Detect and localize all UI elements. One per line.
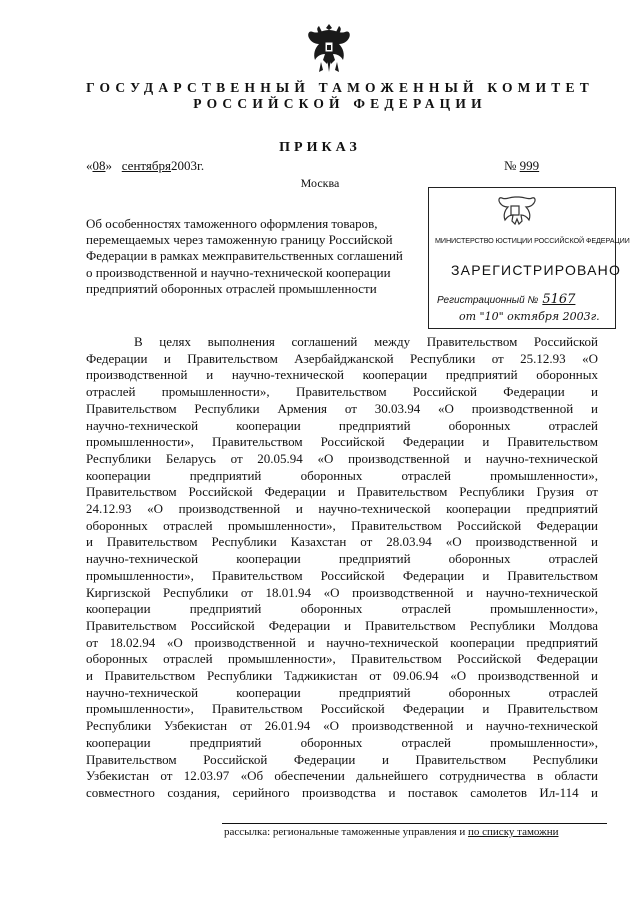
body-line: производственной и научно-технической кооперации предприятий оборонных (86, 367, 598, 383)
body-line: Правительством Российской Федерации и Правительством Республики (86, 751, 598, 767)
stamp-reg-number (437, 292, 575, 307)
body-line: кооперации предприятий оборонных отраслей промышленности», (86, 601, 598, 617)
stamp-reg-number-value: 5167 (542, 292, 576, 307)
body-line: промышленности», Правительством Российской Федерации и Правительством (86, 434, 598, 450)
organization-name-line-1: ГОСУДАРСТВЕННЫЙ ТАМОЖЕННЫЙ КОМИТЕТ (86, 80, 594, 95)
document-type-title: ПРИКАЗ (279, 140, 361, 155)
body-line: от 18.02.94 «О производственной и научно-технической кооперации предприятий (86, 634, 598, 650)
body-line: научно-технической кооперации предприятий оборонных отраслей (86, 684, 598, 700)
subject-line: Об особенностях таможенного оформления товаров, (86, 216, 378, 231)
footer-divider (222, 823, 607, 824)
body-line: отраслей промышленности», Правительством Российской Федерации и (86, 384, 598, 400)
stamp-emblem-icon (493, 194, 537, 230)
number-label: № (504, 158, 517, 173)
stamp-reg-date: от "10" октября 2003г. (459, 310, 600, 323)
body-line: промышленности», Правительством Российской Федерации и Правительством (86, 567, 598, 583)
body-line: Правительством Российской Федерации и Правительством Республики Грузия от (86, 484, 598, 500)
distribution-link[interactable]: по списку таможни (468, 826, 559, 838)
order-date (86, 158, 204, 174)
body-line: кооперации предприятий оборонных отраслей промышленности», (86, 734, 598, 750)
coat-of-arms-icon (305, 18, 353, 76)
stamp-registered: ЗАРЕГИСТРИРОВАНО (451, 262, 622, 278)
date-month: сентября (121, 158, 171, 173)
body-line: Узбекистан от 12.03.97 «Об обеспечении дальнейшего сотрудничества в области (86, 768, 598, 784)
city: Москва (300, 176, 340, 190)
organization-name-line-2: РОССИЙСКОЙ ФЕДЕРАЦИИ (193, 96, 487, 111)
subject-line: перемещаемых через таможенную границу Российской (86, 232, 393, 248)
body-line: научно-технической кооперации предприятий оборонных отраслей (86, 551, 598, 567)
stamp-reg-number-label: Регистрационный № (437, 295, 539, 306)
body-line: Республики Беларусь от 20.05.94 «О производственной и научно-технической (86, 450, 598, 466)
body-line: оборонных отраслей промышленности», Правительством Российской Федерации (86, 651, 598, 667)
subject-line: о производственной и научно-технической кооперации (86, 264, 391, 280)
body-line: промышленности», Правительством Российской Федерации и Правительством (86, 701, 598, 717)
body-line: Правительством Российской Федерации и Правительством Республики Молдова (86, 617, 598, 633)
number-value: 999 (519, 158, 540, 173)
distribution-list (224, 826, 559, 838)
body-line: и Правительством Республики Казахстан от 28.03.94 «О производственной и (86, 534, 598, 550)
body-line: Правительством Республики Армения от 30.03.94 «О производственной и (86, 400, 598, 416)
order-body (86, 334, 598, 802)
date-year: 2003г. (171, 158, 205, 173)
body-line: оборонных отраслей промышленности», Правительством Российской Федерации (86, 517, 598, 533)
body-line: В целях выполнения соглашений между Правительством Российской (134, 334, 598, 349)
body-line: кооперации предприятий оборонных отраслей промышленности», (86, 467, 598, 483)
subject-line: предприятий оборонных отраслей промышленности (86, 280, 377, 296)
order-number (504, 158, 572, 174)
body-line: Республики Узбекистан от 26.01.94 «О производственной и научно-технической (86, 718, 598, 734)
subject-line: Федерации в рамках межправительственных соглашений (86, 248, 403, 264)
order-subject (86, 216, 431, 297)
date-open-quote: « (86, 158, 93, 173)
date-close-quote: » (105, 158, 112, 173)
stamp-ministry: МИНИСТЕРСТВО ЮСТИЦИИ РОССИЙСКОЙ ФЕДЕРАЦИИ (435, 236, 630, 245)
registration-stamp (428, 187, 630, 329)
body-line: и Правительством Республики Таджикистан от 09.06.94 «О производственной и (86, 668, 598, 684)
body-line: научно-технической кооперации предприятий оборонных отраслей (86, 417, 598, 433)
body-line: 24.12.93 «О производственной и научно-технической кооперации предприятий (86, 501, 598, 517)
body-line: Киргизской Республики от 18.01.94 «О производственной и научно-технической (86, 584, 598, 600)
body-line: Федерации и Правительством Азербайджанской Республики от 25.12.93 «О (86, 350, 598, 366)
body-line: совместного создания, серийного производства и поставок самолетов Ил-114 и (86, 784, 598, 800)
date-day: 08 (92, 158, 106, 173)
distribution-prefix: рассылка: региональные таможенные управления и (224, 826, 469, 838)
